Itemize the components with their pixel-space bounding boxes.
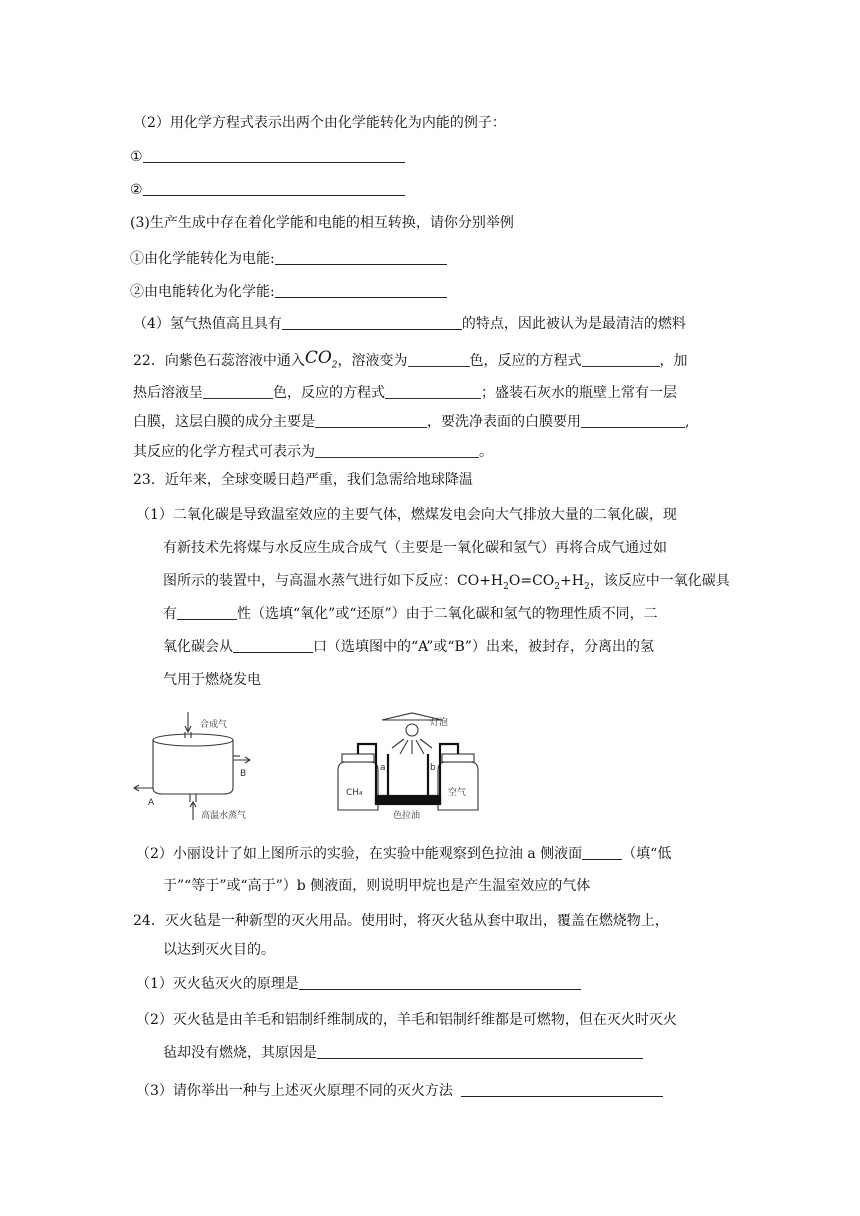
q24-part2-line2: 毡却没有燃烧，其原因是 [163,1043,643,1063]
answer-blank[interactable] [315,413,427,428]
answer-blank[interactable] [143,148,405,163]
answer-blank[interactable] [275,283,447,298]
q23-p2-line2: 于”“等于”或“高于”）b 侧液面，则说明甲烷也是产生温室效应的气体 [163,878,591,894]
answer-blank[interactable] [203,384,273,399]
q22-line2: 热后溶液呈 色，反应的方程式 ；盛装石灰水的瓶壁上常有一层 [133,385,677,401]
answer-blank[interactable] [581,413,685,428]
q21-answer-2: ② [130,180,405,200]
syngas-inlet-label: 合成气 [200,720,228,730]
reactor-diagram [128,710,258,822]
q21-part3b: ②由电能转化为化学能: [130,282,447,302]
lamp-label: 灯泡 [430,718,449,728]
q22-line1: 22．向紫色石蕊溶液中通入$CO_2$，溶液变为 色，反应的方程式 ，加 [133,348,688,371]
salad-oil-label: 色拉油 [393,811,421,821]
co2-formula: $CO_2$ [304,348,338,371]
q22-line3: 白膜，这层白膜的成分主要是 ，要洗净表面的白膜要用 , [133,414,690,430]
q21-answer-1: ① [130,147,405,167]
answer-blank[interactable] [385,384,481,399]
side-b-label: b [430,763,436,773]
q21-part3: (3)生产生成中存在着化学能和电能的相互转换，请你分别举例 [130,215,514,231]
side-a-label: a [380,763,386,773]
q24-part2-line1: （2）灭火毡是由羊毛和铝制纤维制成的，羊毛和铝制纤维都是可燃物，但在灭火时灭火 [136,1012,677,1028]
q24-line1: 24．灭火毡是一种新型的灭火用品。使用时，将灭火毡从套中取出，覆盖在燃烧物上， [133,913,669,929]
methane-label: CH₄ [346,788,363,798]
outlet-b-label: B [240,769,247,779]
q22-line4: 其反应的化学方程式可表示为 。 [133,444,493,460]
answer-blank[interactable] [315,443,479,458]
q23-p2-line1: （2）小丽设计了如上图所示的实验，在实验中能观察到色拉油 a 侧液面 （填“低 [136,846,672,862]
answer-blank[interactable] [317,1044,643,1059]
answer-blank[interactable] [275,250,447,265]
q23-p1-line2: 有新技术先将煤与水反应生成合成气（主要是一氧化碳和氢气）再将合成气通过如 [163,540,667,556]
q23-p1-line4: 有 性（选填“氧化”或“还原”）由于二氧化碳和氢气的物理性质不同，二 [163,606,658,622]
answer-blank[interactable] [233,638,313,653]
answer-blank[interactable] [299,975,581,990]
q21-part4: （4）氢气热值高且具有 的特点，因此被认为是最清洁的燃料 [133,316,686,332]
steam-inlet-label: 高温水蒸气 [201,811,247,821]
answer-blank[interactable] [461,1082,663,1097]
outlet-a-label: A [148,798,155,808]
q21-part3a: ①由化学能转化为电能: [130,249,447,269]
q23-title: 23．近年来，全球变暖日趋严重，我们急需给地球降温 [133,472,473,488]
q23-p1-line6: 气用于燃烧发电 [163,672,261,688]
q23-p1-line5: 氧化碳会从 口（选填图中的“A”或“B”）出来，被封存，分离出的氢 [163,639,654,655]
q23-p1-line1: （1）二氧化碳是导致温室效应的主要气体，燃煤发电会向大气排放大量的二氧化碳，现 [136,507,677,523]
q24-part1: （1）灭火毡灭火的原理是 [136,974,581,994]
q24-part3: （3）请你举出一种与上述灭火原理不同的灭火方法 [136,1081,663,1101]
air-label: 空气 [448,788,467,798]
answer-blank[interactable] [582,845,622,860]
answer-blank[interactable] [582,352,660,367]
answer-blank[interactable] [408,352,470,367]
greenhouse-experiment-diagram [330,710,480,825]
answer-blank[interactable] [143,181,405,196]
q23-p1-line3: 图所示的装置中，与高温水蒸气进行如下反应：$CO+H_2O=CO_2+H_2$，该反应中一氧化碳具 [163,573,730,592]
q21-part2: （2）用化学方程式表示出两个由化学能转化为内能的例子： [133,115,506,131]
answer-blank[interactable] [282,315,462,330]
answer-blank[interactable] [177,605,237,620]
q24-line2: 以达到灭火目的。 [163,942,275,958]
